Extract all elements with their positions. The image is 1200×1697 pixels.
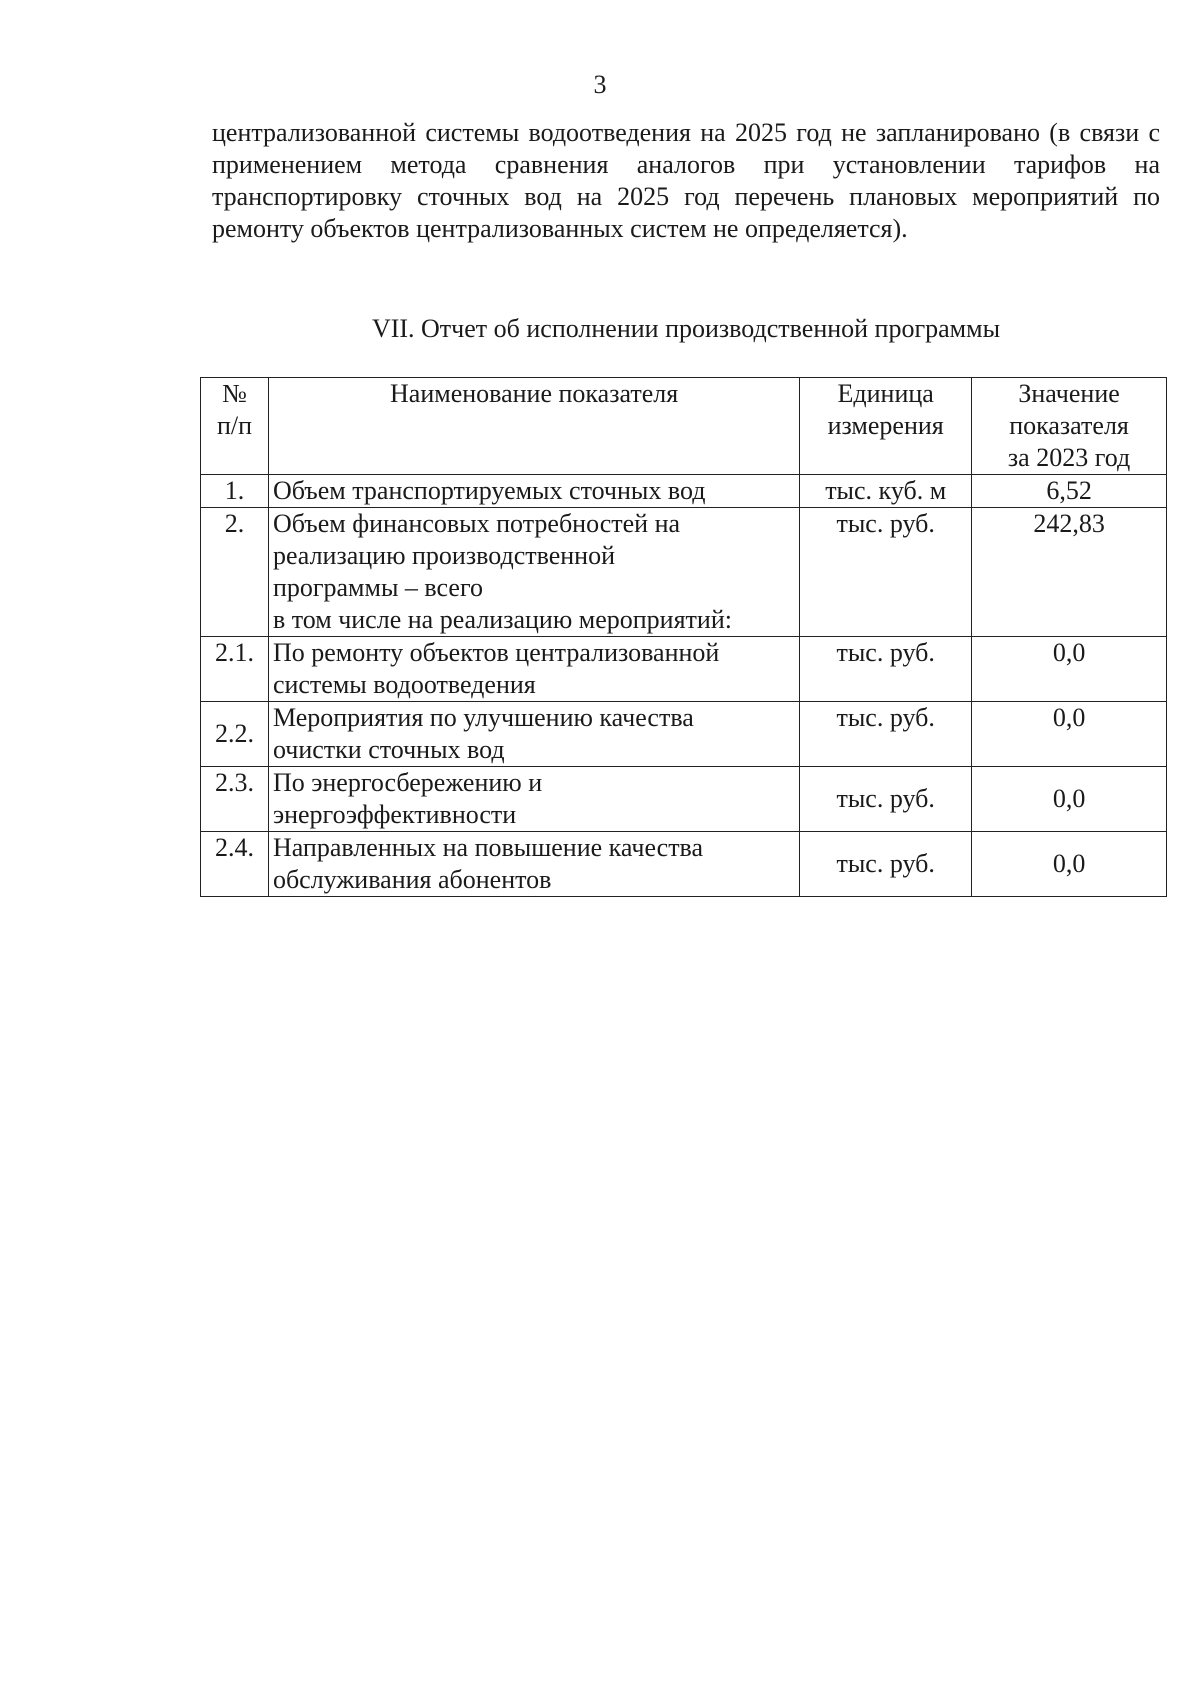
table-row (201, 475, 1167, 508)
header-number (201, 378, 269, 475)
header-unit-line2: измерения (827, 411, 944, 440)
header-number-line1: № (222, 379, 247, 408)
table-row (201, 702, 1167, 767)
row-name-line: энергоэффективности (272, 800, 517, 829)
header-unit-line1: Единица (837, 379, 934, 408)
row-name-line: программы – всего (272, 573, 483, 602)
row-name-line: По энергосбережению и (272, 768, 543, 797)
row-number: 2.3. (201, 767, 269, 832)
header-value-line3: за 2023 год (1007, 443, 1131, 472)
row-value: 0,0 (972, 767, 1167, 832)
row-name-line: системы водоотведения (272, 670, 536, 699)
table-row (201, 508, 1167, 637)
row-value: 0,0 (972, 702, 1167, 767)
row-unit: тыс. руб. (800, 832, 972, 897)
row-indicator-name (268, 767, 799, 832)
header-value (972, 378, 1167, 475)
row-number: 2.2. (201, 702, 269, 767)
row-value: 242,83 (972, 508, 1167, 637)
row-indicator-name (268, 832, 799, 897)
header-value-line2: показателя (1009, 411, 1129, 440)
row-name-line: Мероприятия по улучшению качества (272, 703, 694, 732)
row-indicator-name (268, 637, 799, 702)
row-number: 2.1. (201, 637, 269, 702)
row-name-line: очистки сточных вод (272, 735, 505, 764)
table-header-row (201, 378, 1167, 475)
row-name-line: реализацию производственной (272, 541, 615, 570)
header-unit (800, 378, 972, 475)
row-indicator-name (268, 702, 799, 767)
row-name-line: в том числе на реализацию мероприятий: (272, 605, 732, 634)
header-number-line2: п/п (216, 411, 252, 440)
row-number: 2. (201, 508, 269, 637)
row-indicator-name: Объем транспортируемых сточных вод (268, 475, 799, 508)
table-row (201, 832, 1167, 897)
row-name-line: По ремонту объектов централизованной (272, 638, 720, 667)
production-program-report-table (200, 377, 1167, 897)
table-row (201, 637, 1167, 702)
row-unit: тыс. руб. (800, 508, 972, 637)
row-unit: тыс. руб. (800, 702, 972, 767)
table-row (201, 767, 1167, 832)
header-indicator-name: Наименование показателя (268, 378, 799, 475)
row-unit: тыс. руб. (800, 767, 972, 832)
row-number: 1. (201, 475, 269, 508)
header-value-line1: Значение (1018, 379, 1120, 408)
section-title: VII. Отчет об исполнении производственной программы (371, 314, 1001, 343)
row-indicator-name (268, 508, 799, 637)
row-value: 0,0 (972, 637, 1167, 702)
row-value: 6,52 (972, 475, 1167, 508)
row-name-line: Направленных на повышение качества (272, 833, 704, 862)
row-unit: тыс. куб. м (800, 475, 972, 508)
row-name-line: обслуживания абонентов (272, 865, 552, 894)
row-number: 2.4. (201, 832, 269, 897)
row-unit: тыс. руб. (800, 637, 972, 702)
row-value: 0,0 (972, 832, 1167, 897)
row-name-line: Объем финансовых потребностей на (272, 509, 681, 538)
page-number: 3 (593, 70, 607, 99)
intro-paragraph: централизованной системы водоотведения на 2025 год не запланировано (в связи с применением метода сравнения аналогов при установлении тарифов на транспортировку сточных вод на 2025 год перечень плановых мероприятий по ремонту объектов централизованных систем не определяется). (212, 118, 1160, 243)
